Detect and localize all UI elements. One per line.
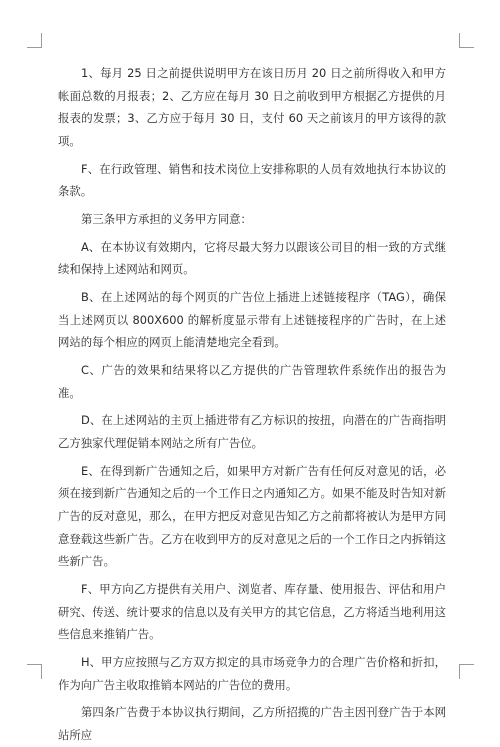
crop-mark-top-right	[459, 33, 474, 48]
paragraph-d-homepage-button: D、在上述网站的主页上插进带有乙方标识的按扭，向潜在的广告商指明乙方独家代理促销本网站之所有广告位。	[58, 413, 446, 451]
paragraph-article-3-heading: 第三条甲方承担的义务甲方同意：	[81, 211, 252, 226]
paragraph-c-report: C、广告的效果和结果将以乙方提供的广告管理软件系统作出的报告为准。	[58, 363, 446, 400]
paragraph-e-new-ad-notice: E、在得到新广告通知之后，如果甲方对新广告有任何反对意见的话，必须在接到新广告通知之后的一个工作日之内通知乙方。如果不能及时告知对新广告的反对意见，那么，在甲方把反对意见告知乙方之前都将被认为是甲方同意登载这些新广告。乙方在收到甲方的反对意见之后的一个工作日之内拆销这些新广告。	[58, 463, 446, 569]
paragraph-f-staffing: F、在行政管理、销售和技术岗位上安排称职的人员有效地执行本协议的条款。	[58, 161, 446, 199]
paragraph-h-pricing: H、甲方应按照与乙方双方拟定的具市场竞争力的合理广告价格和折扣，作为向广告主收取推销本网站的广告位的费用。	[58, 654, 446, 692]
crop-mark-bottom-right	[459, 664, 474, 679]
paragraph-b-link-program: B、在上述网站的每个网页的广告位上插进上述链接程序（TAG），确保当上述网页以 800X600 的解析度显示带有上述链接程序的广告时，在上述网站的每个相应的网页上能清楚地完全看到。	[58, 290, 446, 350]
paragraph-monthly-report: 1、每月 25 日之前提供说明甲方在该日历月 20 日之前所得收入和甲方帐面总数的月报表；2、乙方应在每月 30 日之前收到甲方根据乙方提供的月报表的发票；3、乙方应于每月 30 日，支付 60 天之前该月的甲方该得的款项。	[58, 66, 446, 148]
crop-mark-top-left	[27, 33, 42, 48]
paragraph-article-4-heading: 第四条广告费于本协议执行期间，乙方所招揽的广告主因刊登广告于本网站所应	[58, 705, 446, 742]
document-body	[58, 62, 446, 747]
crop-mark-bottom-left	[27, 664, 42, 679]
paragraph-a-maintain-site: A、在本协议有效期内，它将尽最大努力以跟该公司目的相一致的方式继续和保持上述网站和网页。	[58, 239, 446, 277]
paragraph-f-information: F、甲方向乙方提供有关用户、浏览者、库存量、使用报告、评估和用户研究、传送、统计要求的信息以及有关甲方的其它信息，乙方将适当地利用这些信息来推销广告。	[58, 581, 446, 642]
